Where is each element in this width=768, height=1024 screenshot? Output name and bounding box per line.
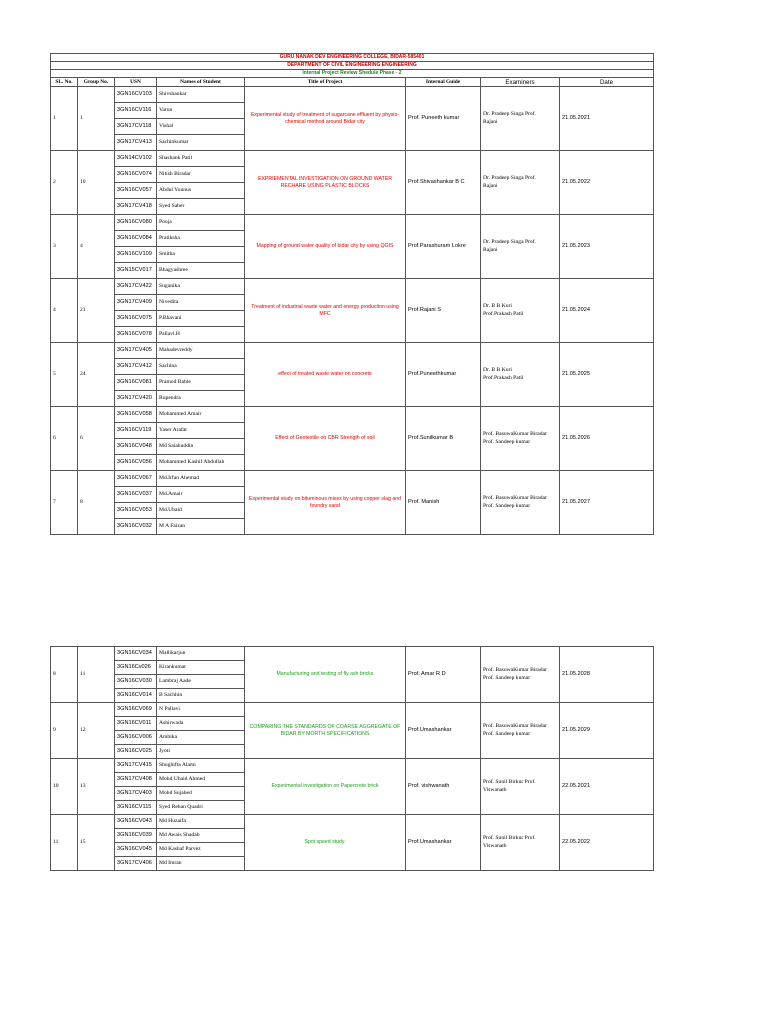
student-usn: 3GN16CV057 [115,183,157,199]
project-title: Experimental investigation on Papercrete brick [245,759,406,815]
student-name: Shashank Patil [157,151,245,167]
sl-number: 8 [51,647,78,703]
col-usn: USN [115,78,157,87]
student-name: Pallavi.H [157,327,245,343]
department-name: DEPARTMENT OF CIVIL ENGINEERING ENGINEERING [51,62,654,70]
examiner-line-2: Viswanath [483,786,507,793]
sl-number: 1 [51,87,78,151]
sl-number: 3 [51,215,78,279]
internal-guide: Prof.Umashankar [406,703,481,759]
student-usn: 3GN14CV102 [115,151,157,167]
student-name: Lambraj Aade [157,675,245,689]
student-usn: 3GN17CV418 [115,199,157,215]
project-title: Treatment of industrial waste water and energy production using MFC [245,279,406,343]
examiner-line-1: Prof. BasuwaKumar Biradar [483,431,547,437]
sl-number: 9 [51,703,78,759]
table-row [51,215,654,231]
project-title: Spot speed study. [245,815,406,871]
student-name: Md Imran [157,857,245,871]
student-name: N Pallavi [157,703,245,717]
project-title: Effect of Geotextile on CBR Strength of soil [245,407,406,471]
table-row [51,407,654,423]
examiners [481,471,560,535]
student-usn: 3GN17CV409 [115,295,157,311]
student-name: Md Salahuddin [157,439,245,455]
table-row [51,279,654,295]
col-group-no: Group No. [78,78,115,87]
student-name: Mohammed Amair [157,407,245,423]
examiner-line-2: Prof.Prakash Patil [483,374,524,381]
student-name: Sachinkumar [157,135,245,151]
project-title: effect of treated waste water on concrete [245,343,406,407]
student-name: Ashirwada [157,717,245,731]
student-usn: 3GN16CV078 [115,327,157,343]
examiner-line-1: Dr. Pradeep Singa Prof. [483,239,536,245]
group-number: 8 [78,471,115,535]
student-usn: 3GN17CV408 [115,773,157,787]
sl-number: 6 [51,407,78,471]
sl-number: 7 [51,471,78,535]
student-usn: 3GN16CV011 [115,717,157,731]
internal-guide: Prof.Sunilkumar B [406,407,481,471]
student-usn: 3GN16CV025 [115,745,157,759]
student-name: Syed Rehan Quadri [157,801,245,815]
internal-guide: Prof.Rajani S [406,279,481,343]
review-title: Internal Project Review Shedule Phase - 2 [51,70,654,78]
examiner-line-2: Viswanath [483,842,507,849]
examiners [481,343,560,407]
sl-number: 11 [51,815,78,871]
student-usn: 3GN16CV043 [115,815,157,829]
student-usn: 3GN16CV115 [115,801,157,815]
student-name: Varun [157,103,245,119]
examiners [481,87,560,151]
column-header-row [51,78,654,87]
student-usn: 3GN16CV081 [115,375,157,391]
student-usn: 3GN17CV413 [115,135,157,151]
student-name: Syed Saber [157,199,245,215]
student-usn: 3GN17CV422 [115,279,157,295]
sl-number: 4 [51,279,78,343]
examiner-line-2: Prof. Sandeep kumar [483,502,531,509]
examiner-line-2: Rajani [483,246,498,253]
examiner-line-2: Prof. Sandeep kumar [483,438,531,445]
student-name: Vishal [157,119,245,135]
student-usn: 3GN16CV032 [115,519,157,535]
student-name: Yaser Arafat [157,423,245,439]
student-usn: 3GN16CV014 [115,689,157,703]
examiners [481,815,560,871]
examiner-line-1: Prof. BasuwaKumar Biradar [483,667,547,673]
group-number: 21 [78,279,115,343]
student-usn: 3GN16CV067 [115,471,157,487]
student-usn: 3GN16CV034 [115,647,157,661]
student-name: Mahadevreddy [157,343,245,359]
student-usn: 3GN16CV045 [115,843,157,857]
student-usn: 3GN16CV037 [115,487,157,503]
project-title: Experimental study on bituminous mixes by using copper slag and foundry sand [245,471,406,535]
group-number: 10 [78,151,115,215]
student-name: Rupendra [157,391,245,407]
review-date: 21.05.2028 [560,647,654,703]
col-guide: Internal Guide [406,78,481,87]
student-name: Mohd Ubaid Ahmed [157,773,245,787]
sl-number: 10 [51,759,78,815]
student-name: Abdul Younus [157,183,245,199]
examiner-line-1: Dr. B B Kori [483,367,512,373]
review-date: 22.05.2021 [560,759,654,815]
student-usn: 3GN17CV406 [115,857,157,871]
examiners [481,279,560,343]
student-usn: 3GN16CV053 [115,503,157,519]
student-usn: 3GN16CV119 [115,423,157,439]
review-date: 21.05.2021 [560,87,654,151]
review-date: 21.05.2023 [560,215,654,279]
examiner-line-2: Prof. Sandeep kumar [483,730,531,737]
examiners [481,647,560,703]
student-usn: 3GN16CV074 [115,167,157,183]
student-usn: 3GN16CV109 [115,247,157,263]
table-row [51,471,654,487]
student-usn: 3GN15CV017 [115,263,157,279]
review-date: 21.05.2024 [560,279,654,343]
examiners [481,407,560,471]
student-usn: 3GN16CV080 [115,215,157,231]
group-number: 11 [78,647,115,703]
student-name: Md.Ubaid [157,503,245,519]
review-date: 21.05.2026 [560,407,654,471]
student-usn: 3GN17CV420 [115,391,157,407]
review-date: 21.05.2022 [560,151,654,215]
project-title: EXPRIEMENTAL INVESTIGATION ON GROUND WATER RECHARE USING PLASTIC BLOCKS [245,151,406,215]
student-usn: 3GN16CV069 [115,703,157,717]
student-name: Sachina [157,359,245,375]
table-row [51,759,654,773]
student-name: Smitha [157,247,245,263]
examiner-line-1: Prof. Sunil Birkur Prof. [483,779,536,785]
student-name: Md Kashaf Parvez [157,843,245,857]
project-title: Mapping of ground water quality of bidar city by using QGIS [245,215,406,279]
student-usn: 3GN16CV116 [115,103,157,119]
group-number: 6 [78,407,115,471]
student-name: Nitish Biradar [157,167,245,183]
review-date: 21.05.2027 [560,471,654,535]
table-row [51,87,654,103]
col-names: Names of Student [157,78,245,87]
review-date: 21.05.2029 [560,703,654,759]
student-usn: 3GN16Cv026 [115,661,157,675]
review-date: 22.05.2022 [560,815,654,871]
examiners [481,215,560,279]
examiner-line-2: Rajani [483,118,498,125]
examiner-line-2: Rajani [483,182,498,189]
student-usn: 3GN17CV403 [115,787,157,801]
examiner-line-1: Dr. Pradeep Singa Prof. [483,175,536,181]
examiners [481,703,560,759]
student-name: Md Awais Shadab [157,829,245,843]
col-date: Date [560,78,654,87]
student-name: Jyoti [157,745,245,759]
student-name: Pratiksha [157,231,245,247]
student-usn: 3GN16CV103 [115,87,157,103]
group-number: 13 [78,759,115,815]
project-title: Experimental study of treatment of sugarcane effluent by physio-chemical method around Bidar city [245,87,406,151]
examiner-line-2: Prof.Prakash Patil [483,310,524,317]
col-sl-no: SL. No. [51,78,78,87]
table-row [51,151,654,167]
student-usn: 3GN16CV058 [115,407,157,423]
student-name: M A Faizan [157,519,245,535]
schedule-table-page2 [50,646,654,871]
internal-guide: Prof. Amar R D [406,647,481,703]
student-name: Suganika [157,279,245,295]
student-name: Ambika [157,731,245,745]
review-date: 21.05.2025 [560,343,654,407]
student-name: Mohammed Kashif Abdullah [157,455,245,471]
student-usn: 3GN17CV118 [115,119,157,135]
student-name: Shughifta Alami [157,759,245,773]
col-title: Title of Project [245,78,406,87]
student-usn: 3GN17CV405 [115,343,157,359]
examiner-line-1: Dr. B B Kori [483,303,512,309]
internal-guide: Prof.Shivashankar B C [406,151,481,215]
examiner-line-1: Prof. Sunil Birkur Prof. [483,835,536,841]
student-name: Shivshankar [157,87,245,103]
student-name: Mohd Sujahed [157,787,245,801]
student-name: B Sachhin [157,689,245,703]
student-name: Bhagyashree [157,263,245,279]
examiner-line-1: Prof. BasuwaKumar Biradar [483,495,547,501]
internal-guide: Prof. Puneeth kumar [406,87,481,151]
internal-guide: Prof. Manish [406,471,481,535]
student-name: Md.Irfan Ahemad [157,471,245,487]
student-name: Nivedita [157,295,245,311]
project-title: Manufacturing and testing of fly ash bricks [245,647,406,703]
student-name: Md Huzaifa [157,815,245,829]
student-name: P.Bhavani [157,311,245,327]
student-name: Pramod Bable [157,375,245,391]
group-number: 12 [78,703,115,759]
examiner-line-2: Prof. Sandeep kumar [483,674,531,681]
student-usn: 3GN17CV412 [115,359,157,375]
group-number: 24 [78,343,115,407]
student-usn: 3GN16CV048 [115,439,157,455]
table-row [51,703,654,717]
internal-guide: Prof.Parashuram Lokre [406,215,481,279]
student-name: Kirankumar [157,661,245,675]
table-row [51,647,654,661]
internal-guide: Prof. vishwanath [406,759,481,815]
internal-guide: Prof.Puneethkumar [406,343,481,407]
table-row [51,343,654,359]
student-usn: 3GN17CV415 [115,759,157,773]
college-name: GURU NANAK DEV ENGINEERING COLLEGE, BIDAR-585401 [51,54,654,62]
group-number: 1 [78,87,115,151]
student-usn: 3GN16CV075 [115,311,157,327]
col-examiners: Examiners [481,78,560,87]
student-name: Mallikarjun [157,647,245,661]
group-number: 4 [78,215,115,279]
student-usn: 3GN16CV056 [115,455,157,471]
examiner-line-1: Prof. BasuwaKumar Biradar [483,723,547,729]
student-usn: 3GN16CV084 [115,231,157,247]
table-row [51,815,654,829]
schedule-table-page1 [50,53,654,535]
project-title: COMPARING THE STANDARDS OF COARSE AGGREGATE OF BIDAR BY MORTH SPECIFICATIONS [245,703,406,759]
group-number: 15 [78,815,115,871]
examiners [481,151,560,215]
sl-number: 2 [51,151,78,215]
internal-guide: Prof.Umashankar [406,815,481,871]
student-name: Pooja [157,215,245,231]
student-usn: 3GN16CV039 [115,829,157,843]
student-name: Md.Amair [157,487,245,503]
student-usn: 3GN16CV006 [115,731,157,745]
examiners [481,759,560,815]
examiner-line-1: Dr. Pradeep Singa Prof. [483,111,536,117]
sl-number: 5 [51,343,78,407]
student-usn: 3GN16CV030 [115,675,157,689]
